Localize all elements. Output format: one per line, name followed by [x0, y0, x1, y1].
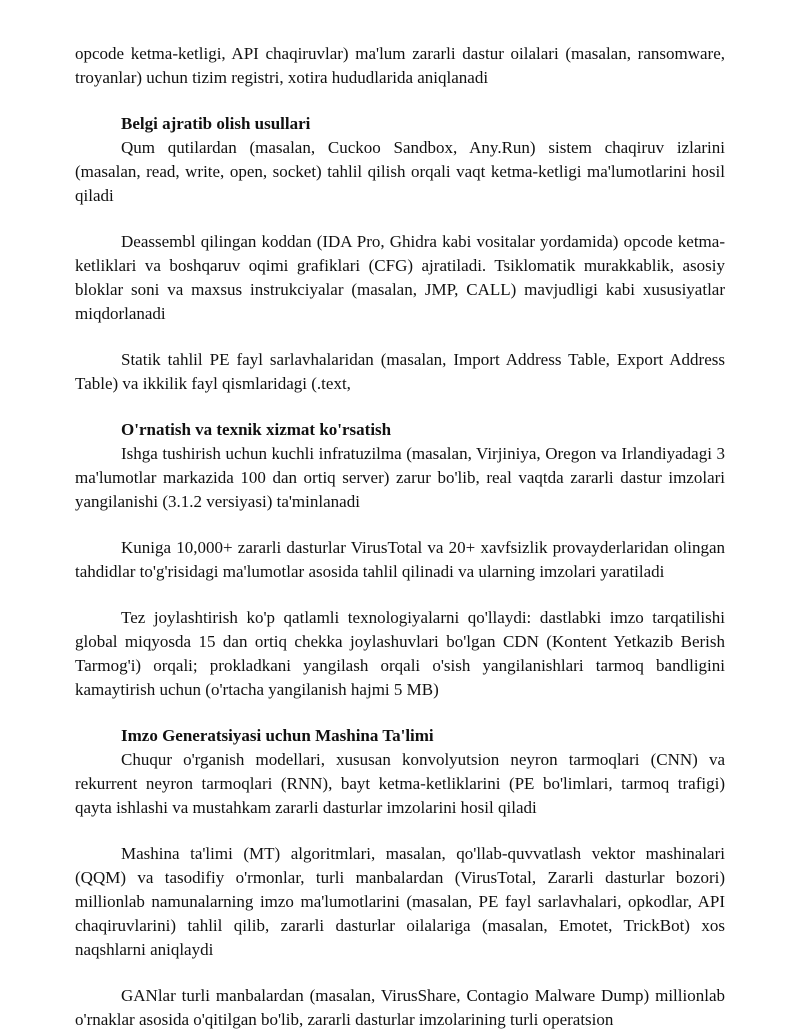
paragraph-deep-learning: Chuqur o'rganish modellari, xususan konvolyutsion neyron tarmoqlari (CNN) va rekurrent neyron tarmoqlari (RNN), bayt ketma-ketliklarini (PE bo'limlari, tarmoq trafigi) qayta ishlashi va mustahkam zararli dasturlar imzolarini hosil qiladi	[75, 750, 725, 817]
paragraph-static-analysis: Statik tahlil PE fayl sarlavhalaridan (masalan, Import Address Table, Export Address Table) va ikkilik fayl qismlaridagi (.text,	[75, 350, 725, 393]
document-page	[75, 42, 725, 1032]
section-heading-feature-extraction: Belgi ajratib olish usullari	[121, 114, 311, 133]
paragraph-daily-analysis: Kuniga 10,000+ zararli dasturlar VirusTotal va 20+ xavfsizlik provayderlaridan olingan tahdidlar to'g'risidagi ma'lumotlar asosida tahlil qilinadi va ularning imzolari yaratiladi	[75, 538, 725, 581]
paragraph-ml-algorithms: Mashina ta'limi (MT) algoritmlari, masalan, qo'llab-quvvatlash vektor mashinalari (QQM) va tasodifiy o'rmonlar, turli manbalardan (VirusTotal, Zararli dasturlar bozori) millionlab namunalarning imzo ma'lumotlarini (masalan, PE fayl sarlavhalari, opkodlar, API chaqiruvlarini) tahlil qilib, zararli dasturlar oilalariga (masalan, Emotet, TrickBot) xos naqshlarni aniqlaydi	[75, 844, 725, 959]
paragraph-disassembly: Deassembl qilingan koddan (IDA Pro, Ghidra kabi vositalar yordamida) opcode ketma-ketliklari va boshqaruv oqimi grafiklari (CFG) ajratiladi. Tsiklomatik murakkablik, asosiy bloklar soni va maxsus instrukciyalar (masalan, JMP, CALL) mavjudligi kabi xususiyatlar miqdorlanadi	[75, 232, 725, 323]
section-heading-deployment: O'rnatish va texnik xizmat ko'rsatish	[121, 420, 392, 439]
paragraph-sandbox-traces: Qum qutilardan (masalan, Cuckoo Sandbox, Any.Run) sistem chaqiruv izlarini (masalan, read, write, open, socket) tahlil qilish orqali vaqt ketma-ketligi ma'lumotlarini hosil qiladi	[75, 138, 725, 205]
paragraph-gans: GANlar turli manbalardan (masalan, VirusShare, Contagio Malware Dump) millionlab o'rnaklar asosida o'qitilgan bo'lib, zararli dasturlar imzolarining turli operatsion	[75, 986, 725, 1029]
section-heading-machine-learning: Imzo Generatsiyasi uchun Mashina Ta'limi	[121, 726, 434, 745]
paragraph-infrastructure: Ishga tushirish uchun kuchli infratuzilma (masalan, Virjiniya, Oregon va Irlandiyadagi 3 ma'lumotlar markazida 100 dan ortiq server) zarur bo'lib, real vaqtda zararli dastur imzolari yangilanishi (3.1.2 versiyasi) ta'minlanadi	[75, 444, 725, 511]
paragraph-rapid-deployment: Tez joylashtirish ko'p qatlamli texnologiyalarni qo'llaydi: dastlabki imzo tarqatilishi global miqyosda 15 dan ortiq chekka joylashuvlari bo'lgan CDN (Kontent Yetkazib Berish Tarmog'i) orqali; prokladkani yangilash orqali o'sish yangilanishlari tarmoq bandligini kamaytirish uchun (o'rtacha yangilanish hajmi 5 MB)	[75, 608, 725, 699]
paragraph-continued: opcode ketma-ketligi, API chaqiruvlar) ma'lum zararli dastur oilalari (masalan, ransomware, troyanlar) uchun tizim registri, xotira hududlarida aniqlanadi	[75, 44, 725, 87]
